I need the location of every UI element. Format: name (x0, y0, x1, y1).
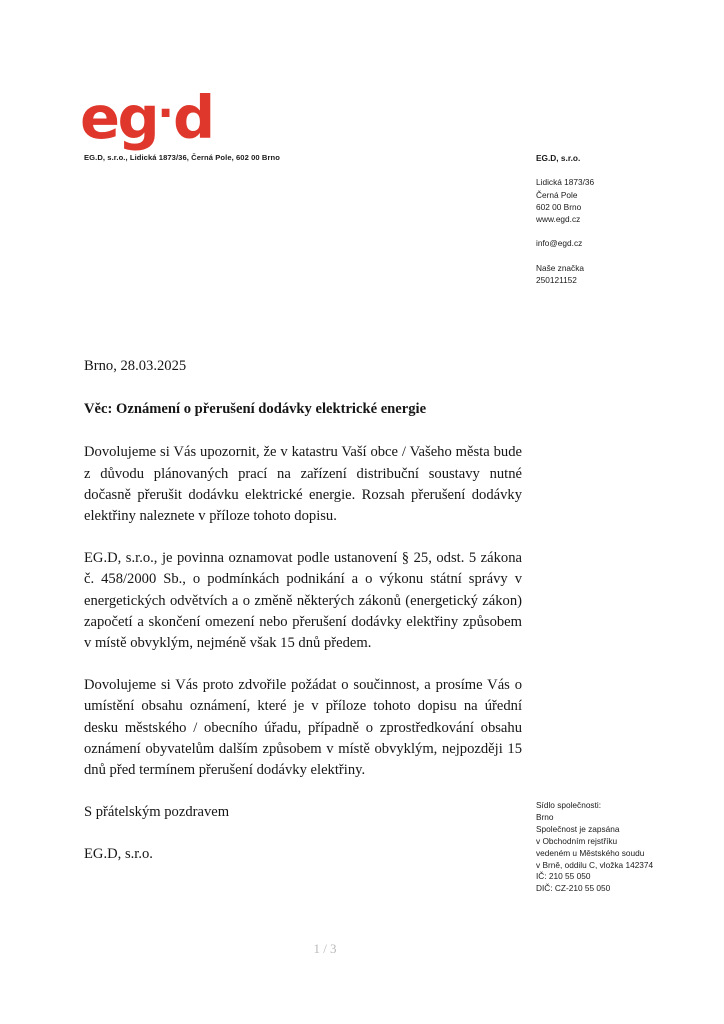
legal-line-seat-city: Brno (536, 811, 554, 822)
page-number: 1 / 3 (313, 941, 337, 956)
logo-text-d: d (172, 83, 213, 152)
sender-address-city: 602 00 Brno (536, 201, 582, 212)
logo-text-eg: eg (80, 83, 158, 152)
return-address-line: EG.D, s.r.o., Lidická 1873/36, Černá Pole, 602 00 Brno (84, 153, 280, 162)
logo-wordmark (80, 83, 213, 152)
paragraph-2: EG.D, s.r.o., je povinna oznamovat podle ustanovení § 25, odst. 5 zákona č. 458/2000 Sb., o podmínkách podnikání a o výkonu státní správy v energetických odvětvích a o změně některých zákonů (energetický zákon) započetí a skončení omezení nebo přerušení dodávky elektřiny způsobem v místě obvyklým, nejméně však 15 dnů předem. (84, 550, 522, 652)
footer-legal-block (536, 800, 721, 895)
legal-line-registration-3: vedeném u Městského soudu (536, 847, 645, 858)
sender-block (536, 152, 716, 298)
paragraph-1: Dovolujeme si Vás upozornit, že v katastru Vaší obce / Vašeho města bude z důvodu plánovaných prací na zařízení distribuční soustavy nutné dočasně přerušit dodávku elektrické energie. Rozsah přerušení dodávky elektřiny naleznete v příloze tohoto dopisu. (84, 444, 522, 525)
sender-reference-group (536, 262, 716, 287)
sender-website[interactable]: www.egd.cz (536, 214, 581, 225)
subject-line: Věc: Oznámení o přerušení dodávky elektrické energie (84, 401, 427, 418)
paragraph-3: Dovolujeme si Vás proto zdvořile požádat o součinnost, a prosíme Vás o umístění obsahu oznámení, které je v příloze tohoto dopisu na úřední desku městského / obecního úřadu, případně o zprostředkování obsahu oznámení obyvatelům dalším způsobem v místě obvyklým, nejpozději 15 dnů před termínem přerušení dodávky elektřiny. (84, 677, 522, 779)
sender-email[interactable]: info@egd.cz (536, 238, 583, 249)
legal-line-seat-label: Sídlo společnosti: (536, 800, 602, 810)
sender-email-group (536, 237, 716, 249)
sender-address-district: Černá Pole (536, 189, 578, 200)
legal-line-registration-2: v Obchodním rejstříku (536, 835, 618, 846)
logo-dot-icon: · (157, 88, 173, 139)
egd-logo (80, 83, 213, 152)
legal-line-dic: DIČ: CZ-210 55 050 (536, 883, 611, 894)
letter-body (84, 356, 522, 866)
legal-line-ico: IČ: 210 55 050 (536, 871, 591, 882)
sender-address (536, 176, 716, 225)
reference-number: 250121152 (536, 275, 577, 286)
date-line: Brno, 28.03.2025 (84, 358, 187, 374)
closing-salutation: S přátelským pozdravem (84, 804, 230, 821)
legal-line-registration-4: v Brně, oddilu C, vložka 142374 (536, 859, 654, 870)
legal-line-registration-1: Společnost je zapsána (536, 823, 620, 834)
sender-company-name: EG.D, s.r.o. (536, 153, 581, 163)
reference-label: Naše značka (536, 262, 584, 273)
signature-company: EG.D, s.r.o. (84, 846, 153, 863)
sender-address-street: Lidická 1873/36 (536, 177, 595, 188)
